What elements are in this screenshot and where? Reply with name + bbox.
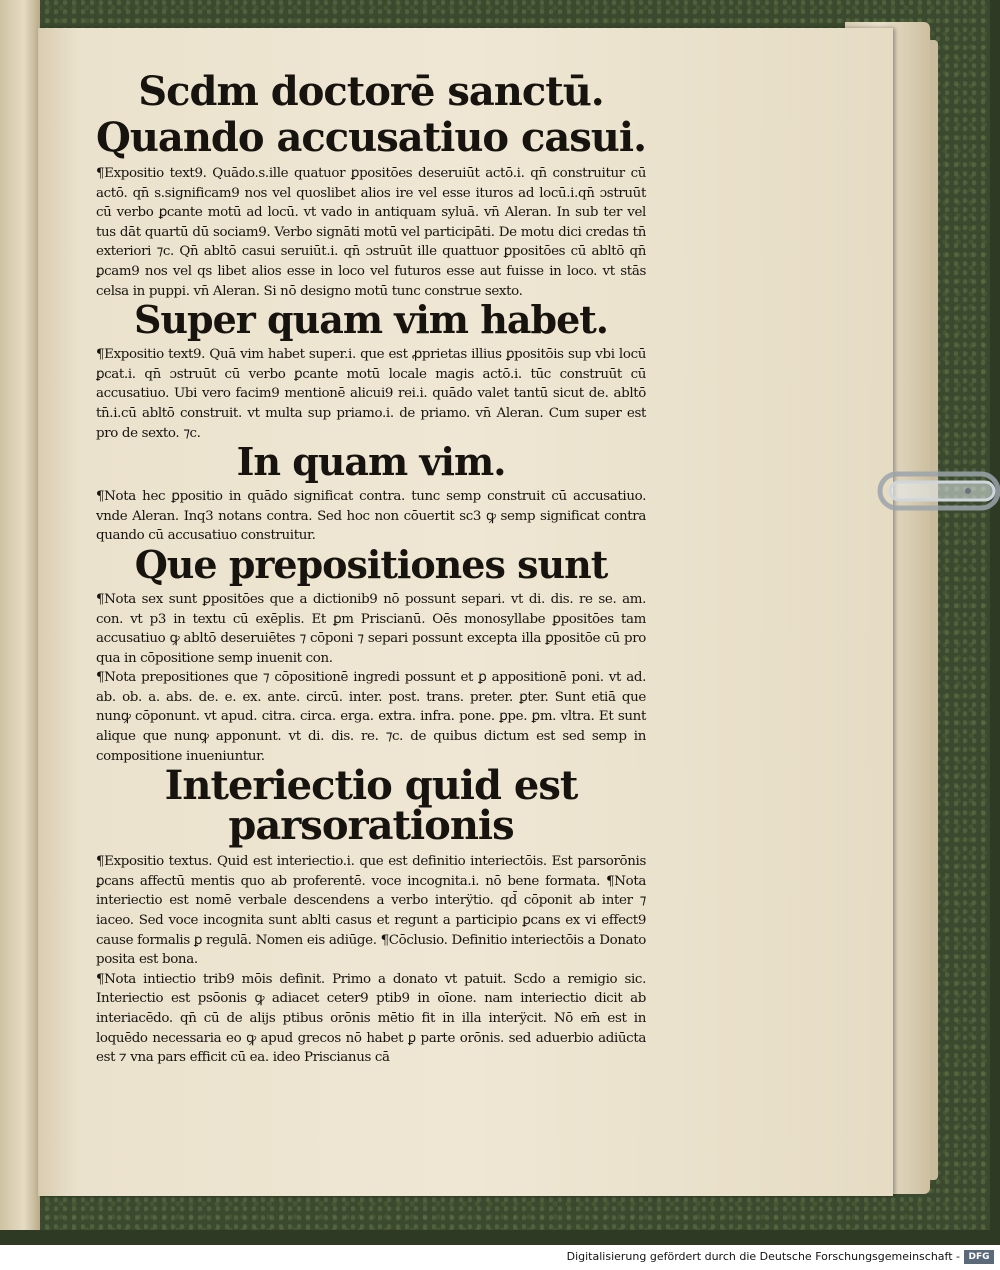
section-heading: Quando accusatiuo casui.	[96, 114, 647, 161]
dfg-logo: DFG	[964, 1250, 994, 1264]
section-heading: Scdm doctorē sanctū.	[138, 68, 604, 115]
body-paragraph: ¶Nota sex sunt ꝑpositōes que a dictionib9 nō possunt separi. vt di. dis. re se. am. con. vt p3 in textu cū exēplis. Et ꝑm Priscianū. Oēs monosyllabe ꝑpositōes tam accusatiuo ꝙ abltō deseruiētes ⁊ cōponi ⁊ separi possunt excepta illa ꝑpositōe cū pro qua in cōpositione semp inuenit con.	[96, 591, 646, 666]
section-heading: In quam vim.	[236, 439, 506, 485]
section-heading: Interiectio quid est parsorationis	[164, 762, 578, 850]
page-text	[96, 68, 647, 1068]
body-paragraph: ¶Nota hec ꝑpositio in quādo significat contra. tunc semp construit cū accusatiuo. vnde Aleran. Inq3 notans contra. Sed hoc non cōuertit sc3 ꝙ semp significat contra quando cū accusatiuo construitur.	[96, 489, 646, 544]
footer-bar	[0, 1245, 1000, 1270]
paper-clip-icon	[876, 466, 1000, 518]
section-heading: Que prepositiones sunt	[134, 541, 608, 587]
body-paragraph: ¶Expositio text9. Quādo.s.ille quatuor ꝑpositōes deseruiūt actō.i. qn̄ construitur cū actō. qn̄ s.significam9 nos vel quoslibet alios ire vel esse ituros ad locū.i.qn̄ ɔstruūt cū verbo ꝑcante motū ad locū. vt vado in antiquam syluā. vn̄ Aleran. In sub ter vel tus dāt quartū dū sociam9. Verbo signāti motū vel participāti. De motu dici credas tn̄ exteriori ⁊c. Qn̄ abltō casui seruiūt.i. qn̄ ɔstruūt ille quattuor ꝑpositōes cū abltō qn̄ ꝑcam9 nos vel qs libet alios esse in loco vel futuros esse aut fuisse in loco. vt stās celsa in puppi. vn̄ Aleran. Si nō designo motū tunc construe sexto.	[96, 166, 646, 299]
body-paragraph: ¶Expositio text9. Quā vim habet super.i. que est ꝓprietas illius ꝑpositōis sup vbi locū ꝑcat.i. qn̄ ɔstruūt cū verbo ꝑcante motū locale magis actō.i. tūc construūt cū accusatiuo. Ubi vero facim9 mentionē alicui9 rei.i. quādo valet tantū sicut de. abltō tn̄.i.cū abltō construit. vt multa sup priamo.i. de priamo. vn̄ Aleran. Cum super est pro de sexto. ⁊c.	[96, 347, 646, 441]
body-paragraph: ¶Expositio textus. Quid est interiectio.i. que est definitio interiectōis. Est parsorōnis ꝑcans affectū mentis quo ab proferentē. voce incognita.i. nō bene formata. ¶Nota interiectio est nomē verbale descendens a verbo interÿtio. qd̄ cōponit ab inter ⁊ iaceo. Sed voce incognita sunt ablti casus et regunt a participio ꝑcans ex vi effect9 cause formalis ꝑ regulā. Nomen eis adiūge. ¶Cōclusio. Definitio interiectōis a Donato posita est bona.	[96, 854, 646, 968]
body-paragraph: ¶Nota intiectio trib9 mōis definit. Primo a donato vt patuit. Scdo a remigio sic. Interiectio est psōonis ꝙ adiacet ceter9 ptib9 in oīone. nam interiectio dicit ab interiacēdo. qn̄ cū de alijs ptibus orōnis mētio fit in illa interÿcit. Nō em̄ est in loquēdo necessaria eo ꝙ apud grecos nō habet ꝑ parte orōnis. sed aduerbio adiūcta est ⁊ vna pars efficit cū ea. ideo Priscianus cā	[96, 971, 646, 1066]
section-heading: Super quam vim habet.	[133, 297, 609, 343]
previous-page-edge	[0, 0, 40, 1230]
funding-notice: Digitalisierung gefördert durch die Deutsche Forschungsgemeinschaft -	[566, 1250, 960, 1263]
body-paragraph: ¶Nota prepositiones que ⁊ cōpositionē ingredi possunt et ꝑ appositionē poni. vt ad. ab. ob. a. abs. de. e. ex. ante. circū. inter. post. trans. preter. ꝑter. Sunt etiā que nunꝙ cōponunt. vt apud. citra. circa. erga. extra. infra. pone. ꝑpe. ꝑm. vltra. Et sunt alique que nunꝙ apponunt. vt di. dis. re. ⁊c. de quibus dictum est sed semp in compositione inueniuntur.	[96, 670, 646, 764]
